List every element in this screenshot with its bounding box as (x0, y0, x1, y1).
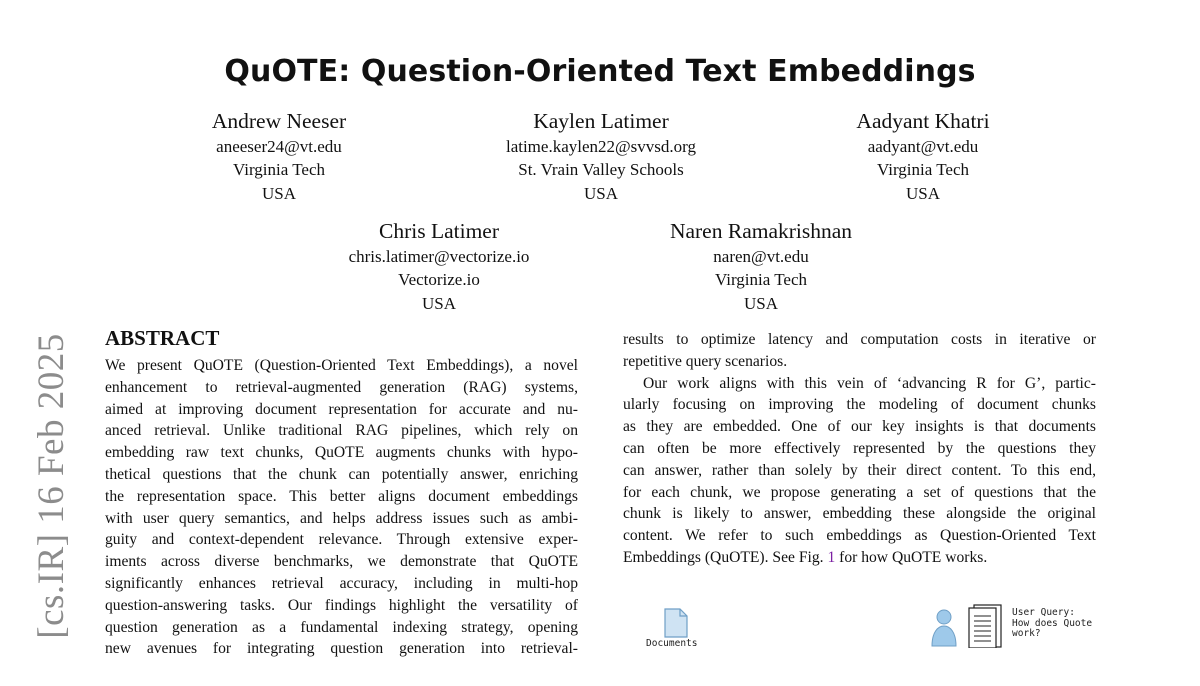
intro-line: can often be more effectively represented by the questions they (623, 439, 1096, 457)
query-document-icon (968, 604, 1002, 653)
author-block (289, 218, 589, 315)
abstract-line: iments across diverse benchmarks, we demonstrate that QuOTE (105, 553, 578, 571)
author-country: USA (905, 183, 940, 203)
abstract-line: with user query semantics, and helps address issues such as ambi- (105, 509, 578, 527)
author-email[interactable]: latime.kaylen22@svvsd.org (505, 137, 697, 156)
abstract-line: question generation as a fundamental indexing strategy, opening (105, 618, 578, 636)
intro-body (623, 329, 1096, 569)
intro-line: for each chunk, we propose generating a set of questions that the (623, 483, 1096, 501)
abstract-line: guity and context-dependent relevance. Through extensive exper- (105, 531, 578, 549)
author-country: USA (421, 293, 456, 313)
abstract-line: thetical questions that the chunk can potentially answer, enriching (105, 465, 578, 483)
abstract-line: enhancement to retrieval-augmented generation (RAG) systems, (105, 378, 578, 396)
paper-title: QuOTE: Question-Oriented Text Embeddings (224, 54, 976, 89)
intro-line: repetitive query scenarios. (623, 352, 788, 370)
abstract-line: new avenues for integrating question generation into retrieval- (105, 640, 578, 658)
intro-text: Embeddings (QuOTE). See Fig. (623, 548, 828, 566)
abstract-line: anced retrieval. Unlike traditional RAG pipelines, which rely on (105, 422, 578, 440)
arxiv-identifier-stamp: [cs.IR] 16 Feb 2025 (31, 333, 72, 639)
author-country: USA (583, 183, 618, 203)
author-name: Kaylen Latimer (533, 109, 669, 133)
intro-text: for how QuOTE works. (835, 548, 988, 566)
intro-line: results to optimize latency and computation costs in iterative or (623, 331, 1096, 348)
abstract-line: significantly enhances retrieval accuracy, including in multi-hop (105, 574, 578, 592)
user-query-caption (1012, 608, 1092, 640)
author-block (611, 218, 911, 315)
author-affiliation: Virginia Tech (714, 270, 808, 290)
author-block (773, 108, 1073, 205)
intro-line: content. We refer to such embeddings as Question-Oriented Text (623, 527, 1096, 545)
author-email[interactable]: chris.latimer@vectorize.io (348, 247, 530, 266)
figure-reference-link[interactable]: 1 (827, 548, 836, 566)
abstract-line: embedding raw text chunks, QuOTE augments chunks with hypo- (105, 444, 578, 462)
abstract-line: aimed at improving document representation for accurate and nu- (105, 400, 578, 418)
query-line: User Query: (1012, 607, 1075, 618)
author-affiliation: Virginia Tech (876, 160, 970, 180)
author-block (129, 108, 429, 205)
author-name: Naren Ramakrishnan (669, 219, 853, 243)
intro-line: Our work aligns with this vein of ‘advancing R for G’, partic- (643, 374, 1096, 392)
author-email[interactable]: naren@vt.edu (713, 247, 809, 266)
author-name: Aadyant Khatri (856, 109, 990, 133)
user-icon (930, 608, 958, 653)
abstract-line: question-answering tasks. Our findings highlight the versatility of (105, 596, 578, 614)
author-affiliation: Virginia Tech (232, 160, 326, 180)
author-country: USA (743, 293, 778, 313)
query-line: work? (1012, 628, 1041, 639)
query-line: How does Quote (1012, 617, 1093, 629)
author-affiliation: Vectorize.io (398, 270, 480, 290)
intro-line: chunk is likely to answer, embedding these alongside the original (623, 505, 1096, 523)
author-country: USA (261, 183, 296, 203)
intro-line (623, 547, 1096, 569)
author-block (451, 108, 751, 205)
author-name: Andrew Neeser (211, 109, 347, 133)
author-name: Chris Latimer (378, 219, 499, 243)
intro-line: can answer, rather than solely by their direct content. To this end, (623, 461, 1096, 479)
abstract-heading: ABSTRACT (105, 326, 220, 350)
abstract-body (105, 355, 578, 660)
intro-line: as they are embedded. One of our key insights is that documents (623, 418, 1096, 436)
author-affiliation: St. Vrain Valley Schools (518, 160, 684, 180)
abstract-line: We present QuOTE (Question-Oriented Text Embeddings), a novel (105, 357, 578, 374)
author-email[interactable]: aneeser24@vt.edu (216, 137, 342, 156)
intro-line: ularly focusing on improving the modeling of document chunks (623, 396, 1096, 414)
abstract-line: the representation space. This better aligns document embeddings (105, 487, 578, 505)
author-email[interactable]: aadyant@vt.edu (867, 137, 979, 156)
documents-label: Documents (646, 638, 698, 649)
